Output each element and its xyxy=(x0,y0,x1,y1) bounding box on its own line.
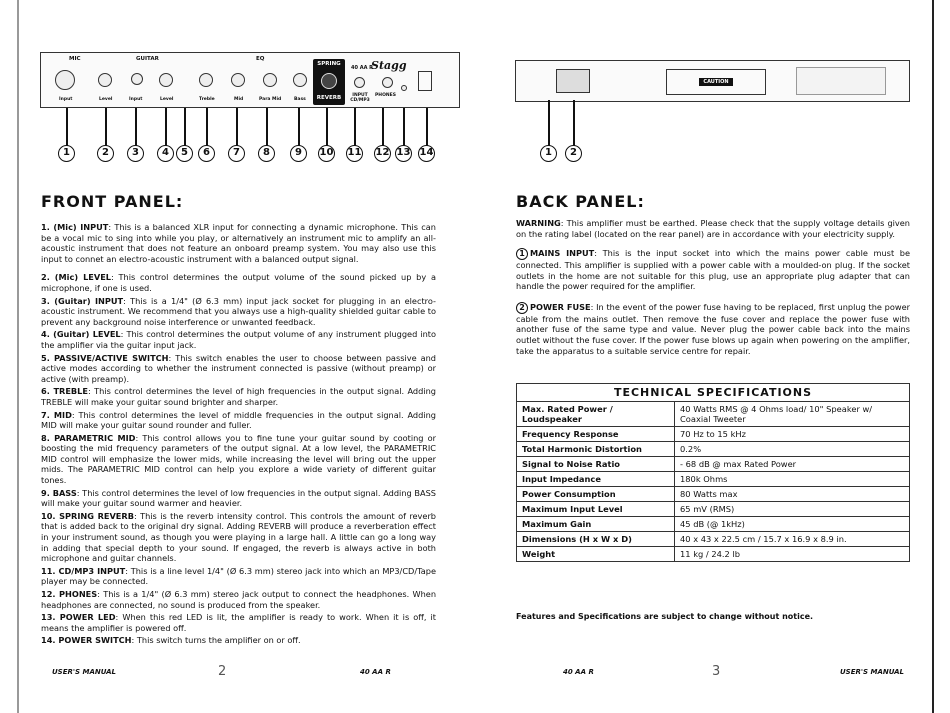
power-switch xyxy=(418,71,432,91)
front-callout-12: 12 xyxy=(374,145,391,162)
front-callout-7: 7 xyxy=(228,145,245,162)
front-item xyxy=(41,488,436,509)
back-item-body: : This is the input socket into which the mains power cable must be connected. This amplifier is supplied with a power cable with a moulded-on plug. If the socket outlets in the home are not suitable for this plug, use an appropriate plug adapter that can handle the power required for the amplifier. xyxy=(516,248,910,292)
power-led xyxy=(401,85,407,91)
callout-leader xyxy=(573,100,575,146)
front-item xyxy=(41,635,436,646)
front-item-head: 8. PARAMETRIC MID xyxy=(41,432,136,443)
callout-leader xyxy=(184,108,186,146)
callout-leader xyxy=(354,108,356,146)
front-callout-5: 5 xyxy=(176,145,193,162)
spec-row xyxy=(517,472,910,487)
front-item-head: 3. (Guitar) INPUT xyxy=(41,295,124,306)
front-item-body: : This control determines the output volume of the sound picked up by a microphone, if one is used. xyxy=(41,272,436,293)
front-item-head: 7. MID xyxy=(41,409,72,420)
mains-socket xyxy=(556,69,590,93)
callout-leader xyxy=(266,108,268,146)
para-mid-knob xyxy=(263,73,277,87)
front-item-head: 13. POWER LED xyxy=(41,612,116,623)
input-label-guitar: Input xyxy=(129,97,143,102)
front-panel-title: FRONT PANEL: xyxy=(41,192,184,211)
mid-label: Mid xyxy=(234,97,244,102)
spec-value: 65 mV (RMS) xyxy=(675,502,910,517)
back-item-number: 2 xyxy=(516,302,528,314)
spec-key: Input Impedance xyxy=(517,472,675,487)
front-item-head: 9. BASS xyxy=(41,487,77,498)
front-item-body: : This control determines the level of low frequencies in the output signal. Adding BASS will make your guitar sound warmer and heavier. xyxy=(41,487,436,509)
front-item-head: 1. (Mic) INPUT xyxy=(41,222,109,232)
spec-value: 40 Watts RMS @ 4 Ohms load/ 10" Speaker w/ Coaxial Tweeter xyxy=(675,402,910,427)
model-label: 40 AA R xyxy=(351,65,374,71)
reverb-knob xyxy=(321,73,337,89)
front-item-body: : This is a 1/4" (Ø 6.3 mm) input jack socket for plugging in an electro-acoustic instrument. We recommend that you always use a high-quality shielded guitar cable to prevent any background noise interference or unwanted feedback. xyxy=(41,295,436,327)
footer-right-model: 40 AA R xyxy=(563,668,594,676)
front-callout-6: 6 xyxy=(198,145,215,162)
spec-row xyxy=(517,517,910,532)
phones-jack xyxy=(382,77,393,88)
back-item xyxy=(516,302,910,356)
spec-value: 180k Ohms xyxy=(675,472,910,487)
callout-leader xyxy=(105,108,107,146)
front-item xyxy=(41,272,436,293)
back-callout-2: 2 xyxy=(565,145,582,162)
spec-table-title: TECHNICAL SPECIFICATIONS xyxy=(517,384,910,402)
guitar-group-label: GUITAR xyxy=(136,56,159,62)
para-mid-label: Para Mid xyxy=(259,97,282,102)
front-item-head: 2. (Mic) LEVEL xyxy=(41,272,112,283)
front-item-head: 5. PASSIVE/ACTIVE SWITCH xyxy=(41,352,169,363)
spec-value: 45 dB (@ 1kHz) xyxy=(675,517,910,532)
front-item xyxy=(41,511,436,564)
level-label-mic: Level xyxy=(99,97,113,102)
front-item-head: 12. PHONES xyxy=(41,589,98,599)
brand-logo: Stagg xyxy=(371,59,407,72)
level-label-guitar: Level xyxy=(160,97,174,102)
bass-knob xyxy=(293,73,307,87)
front-item xyxy=(41,433,436,486)
front-item-body: : This is a 1/4" (Ø 6.3 mm) stereo jack output to connect the headphones. When headphones are connected, no sound is produced from the speaker. xyxy=(41,589,437,610)
page-number-left: 2 xyxy=(218,664,227,679)
cd-mp3-label: INPUT CD/MP3 xyxy=(350,93,370,103)
footer-left-manual: USER'S MANUAL xyxy=(52,668,117,676)
front-item xyxy=(41,329,436,350)
front-item xyxy=(41,296,436,328)
spec-key: Power Consumption xyxy=(517,487,675,502)
front-callout-11: 11 xyxy=(346,145,363,162)
warning-body: : This amplifier must be earthed. Please check that the supply voltage details given on the rating label (located on the rear panel) are in accordance with your electricity supply. xyxy=(516,218,910,239)
callout-leader xyxy=(382,108,384,146)
spec-row xyxy=(517,502,910,517)
footer-right-manual: USER'S MANUAL xyxy=(840,668,905,676)
front-panel-items xyxy=(41,222,436,646)
spec-value: 0.2% xyxy=(675,442,910,457)
front-item-head: 4. (Guitar) LEVEL xyxy=(41,329,121,340)
guitar-level-knob xyxy=(159,73,173,87)
back-callout-1: 1 xyxy=(540,145,557,162)
spec-row xyxy=(517,442,910,457)
spec-row xyxy=(517,457,910,472)
spec-note: Features and Specifications are subject to change without notice. xyxy=(516,612,814,621)
back-panel-drawing xyxy=(515,60,910,102)
footer-left-model: 40 AA R xyxy=(360,668,391,676)
treble-label: Treble xyxy=(199,97,215,102)
cd-mp3-input-jack xyxy=(354,77,365,88)
front-callout-8: 8 xyxy=(258,145,275,162)
front-item-body: : When this red LED is lit, the amplifier is ready to work. When it is off, it means the amplifier is powered off. xyxy=(41,612,436,633)
guitar-input-jack xyxy=(131,73,143,85)
spec-value: 40 x 43 x 22.5 cm / 15.7 x 16.9 x 8.9 in. xyxy=(675,532,910,547)
back-panel-title: BACK PANEL: xyxy=(516,192,645,211)
back-item-head: POWER FUSE xyxy=(530,301,591,312)
caution-text: CAUTION xyxy=(699,78,732,86)
spec-key: Maximum Input Level xyxy=(517,502,675,517)
front-callout-2: 2 xyxy=(97,145,114,162)
front-item-body: : This control determines the output volume of any instrument plugged into the amplifier via the guitar input jack. xyxy=(41,329,436,350)
front-item xyxy=(41,222,436,264)
front-item xyxy=(41,566,436,587)
front-item-body: : This is a balanced XLR input for connecting a dynamic microphone. This can be a vocal mic to sing into while you play, or alternatively an instrument mic to amplify an all-acoustic instrument that does not feature an onboard preamp system. You may also use this input to connet an electro-acoustic instrument with a balanced output signal. xyxy=(41,222,436,264)
front-item xyxy=(41,410,436,431)
callout-leader xyxy=(66,108,68,146)
spec-value: 70 Hz to 15 kHz xyxy=(675,427,910,442)
front-callout-3: 3 xyxy=(127,145,144,162)
back-item xyxy=(516,248,910,292)
left-page-edge xyxy=(17,0,19,713)
callout-leader xyxy=(135,108,137,146)
callout-leader xyxy=(165,108,167,146)
callout-leader xyxy=(403,108,405,146)
front-callout-9: 9 xyxy=(290,145,307,162)
spec-key: Max. Rated Power / Loudspeaker xyxy=(517,402,675,427)
front-callout-13: 13 xyxy=(395,145,412,162)
spring-label: SPRING xyxy=(317,61,341,67)
spec-key: Total Harmonic Distortion xyxy=(517,442,675,457)
front-panel-drawing xyxy=(40,52,460,108)
front-item-body: : This control determines the level of high frequencies in the output signal. Adding TREBLE will make your guitar sound brighter and sharper. xyxy=(41,386,436,407)
spec-value: 80 Watts max xyxy=(675,487,910,502)
callout-leader xyxy=(298,108,300,146)
spec-row xyxy=(517,402,910,427)
xlr-input-jack xyxy=(55,70,75,90)
spec-key: Weight xyxy=(517,547,675,562)
caution-label xyxy=(666,69,766,95)
front-callout-4: 4 xyxy=(157,145,174,162)
back-item-head: MAINS INPUT xyxy=(530,248,595,258)
front-item-body: : This is the reverb intensity control. This controls the amount of reverb that is added back to the original dry signal. Adding REVERB will produce a reverberation effect in your instrument sound, as though you were playing in a large hall. A little can go a long way in adding that special depth to your sound. If engaged, the reverb is always active in both microphone and guitar channels. xyxy=(41,510,437,564)
front-callout-10: 10 xyxy=(318,145,335,162)
mic-group-label: MIC xyxy=(69,56,81,62)
front-item-body: : This switch turns the amplifier on or off. xyxy=(131,635,301,646)
right-page-edge xyxy=(932,0,934,713)
front-callout-1: 1 xyxy=(58,145,75,162)
back-item-body: : In the event of the power fuse having to be replaced, first unplug the power cable from the mains outlet. Then remove the fuse cover and replace the power fuse with another fuse of the same type and value. Never plug the power cable back into the mains outlet without the fuse cover. If the power fuse blows up again when powering on the amplifier, take the apparatus to a suitable service centre for repair. xyxy=(516,301,910,356)
callout-leader xyxy=(326,108,328,146)
spec-key: Frequency Response xyxy=(517,427,675,442)
phones-label: PHONES xyxy=(375,93,396,98)
spec-row xyxy=(517,532,910,547)
page-number-right: 3 xyxy=(712,664,721,679)
back-panel-items xyxy=(516,248,910,356)
front-item-head: 6. TREBLE xyxy=(41,386,88,397)
warning-head: WARNING xyxy=(516,218,561,228)
front-item-body: : This control determines the level of middle frequencies in the output signal. Adding MID will make your guitar sound rounder and fuller. xyxy=(41,409,436,431)
front-item xyxy=(41,589,436,610)
callout-leader xyxy=(548,100,550,146)
treble-knob xyxy=(199,73,213,87)
callout-leader xyxy=(426,108,428,146)
spec-row xyxy=(517,427,910,442)
eq-group-label: EQ xyxy=(256,56,265,62)
mic-level-knob xyxy=(98,73,112,87)
mid-knob xyxy=(231,73,245,87)
front-callout-14: 14 xyxy=(418,145,435,162)
spec-value: 11 kg / 24.2 lb xyxy=(675,547,910,562)
warning-paragraph xyxy=(516,218,910,239)
spec-row xyxy=(517,547,910,562)
spec-key: Dimensions (H x W x D) xyxy=(517,532,675,547)
bass-label: Bass xyxy=(294,97,306,102)
front-item xyxy=(41,353,436,385)
front-item xyxy=(41,612,436,633)
front-item xyxy=(41,386,436,407)
front-item-head: 14. POWER SWITCH xyxy=(41,635,132,646)
input-label-mic: Input xyxy=(59,97,73,102)
callout-leader xyxy=(236,108,238,146)
reverb-label: REVERB xyxy=(316,95,342,101)
spec-key: Maximum Gain xyxy=(517,517,675,532)
front-item-body: : This is a line level 1/4" (Ø 6.3 mm) stereo jack into which an MP3/CD/Tape player may be connected. xyxy=(41,565,436,587)
front-item-body: : This switch enables the user to choose between passive and active modes according to whether the instrument connected is passive (without preamp) or active (with preamp). xyxy=(41,352,436,384)
back-item-number: 1 xyxy=(516,248,528,260)
front-item-head: 11. CD/MP3 INPUT xyxy=(41,565,126,576)
spec-row xyxy=(517,487,910,502)
callout-leader xyxy=(206,108,208,146)
rating-label xyxy=(796,67,886,95)
spec-table xyxy=(516,383,910,562)
spec-key: Signal to Noise Ratio xyxy=(517,457,675,472)
spec-value: - 68 dB @ max Rated Power xyxy=(675,457,910,472)
front-item-head: 10. SPRING REVERB xyxy=(41,510,134,521)
front-item-body: : This control allows you to fine tune your guitar sound by cooting or boosting the mid frequency parameters of the output signal. At a low level, the PARAMETRIC MID control will emphasize the lower mids, while increasing the level will bring out the upper mids. The PARAMETRIC MID control can help you explore a wide variety of different guitar tones. xyxy=(41,432,436,486)
reverb-block xyxy=(313,59,345,105)
